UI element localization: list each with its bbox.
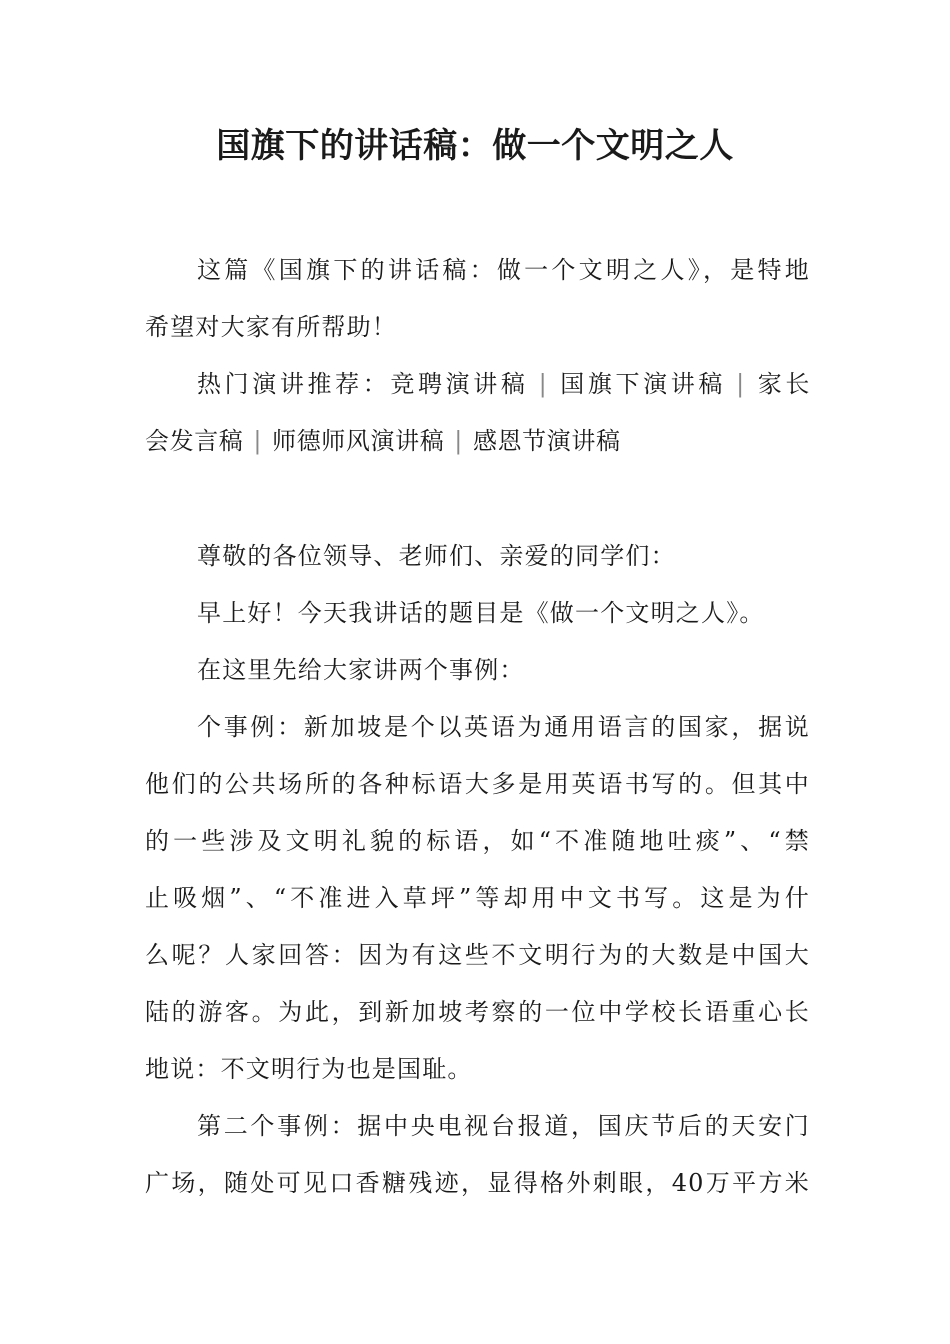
examples-intro: 在这里先给大家讲两个事例： xyxy=(197,656,525,684)
example1-line: 的一些涉及文明礼貌的标语，如“不准随地吐痰”、“禁 xyxy=(145,827,810,855)
example2-line: 第二个事例：据中央电视台报道，国庆节后的天安门 xyxy=(197,1112,810,1140)
link-separator: | xyxy=(736,370,745,398)
hot-links-line xyxy=(145,356,810,413)
example1-line: 么呢？人家回答：因为有这些不文明行为的大数是中国大 xyxy=(145,941,810,969)
link-separator: | xyxy=(454,427,463,455)
intro-line: 这篇《国旗下的讲话稿：做一个文明之人》，是特地 xyxy=(197,256,810,284)
intro-line: 希望对大家有所帮助！ xyxy=(145,313,397,341)
example1-line: 陆的游客。为此，到新加坡考察的一位中学校长语重心长 xyxy=(145,998,810,1026)
example1-line: 地说：不文明行为也是国耻。 xyxy=(145,1055,473,1083)
link-separator: | xyxy=(253,427,263,455)
greeting: 尊敬的各位领导、老师们、亲爱的同学们： xyxy=(197,542,676,570)
body-text xyxy=(145,528,810,1212)
hot-link-item[interactable]: 国旗下演讲稿 xyxy=(557,370,727,398)
document-title: 国旗下的讲话稿：做一个文明之人 xyxy=(216,126,734,166)
hot-link-item-part[interactable]: 会发言稿 xyxy=(145,427,244,455)
opening: 早上好！今天我讲话的题目是《做一个文明之人》。 xyxy=(197,599,765,627)
hot-link-item[interactable]: 师德师风演讲稿 xyxy=(272,427,445,455)
link-separator: | xyxy=(538,370,548,398)
hot-links-line xyxy=(145,413,810,470)
hot-link-item[interactable]: 竞聘演讲稿 xyxy=(390,370,529,398)
example1-line: 止吸烟”、“不准进入草坪”等却用中文书写。这是为什 xyxy=(145,884,810,912)
hot-links-prefix: 热门演讲推荐： xyxy=(197,370,391,398)
hot-link-item[interactable]: 感恩节演讲稿 xyxy=(472,427,621,455)
intro-paragraph xyxy=(145,242,810,356)
example2-line: 广场，随处可见口香糖残迹，显得格外刺眼，40万平方米 xyxy=(145,1169,810,1197)
example1-line: 个事例：新加坡是个以英语为通用语言的国家，据说 xyxy=(197,713,810,741)
example1-line: 他们的公共场所的各种标语大多是用英语书写的。但其中 xyxy=(145,770,810,798)
hot-links-paragraph xyxy=(145,356,810,470)
hot-link-item-part[interactable]: 家长 xyxy=(754,370,811,398)
